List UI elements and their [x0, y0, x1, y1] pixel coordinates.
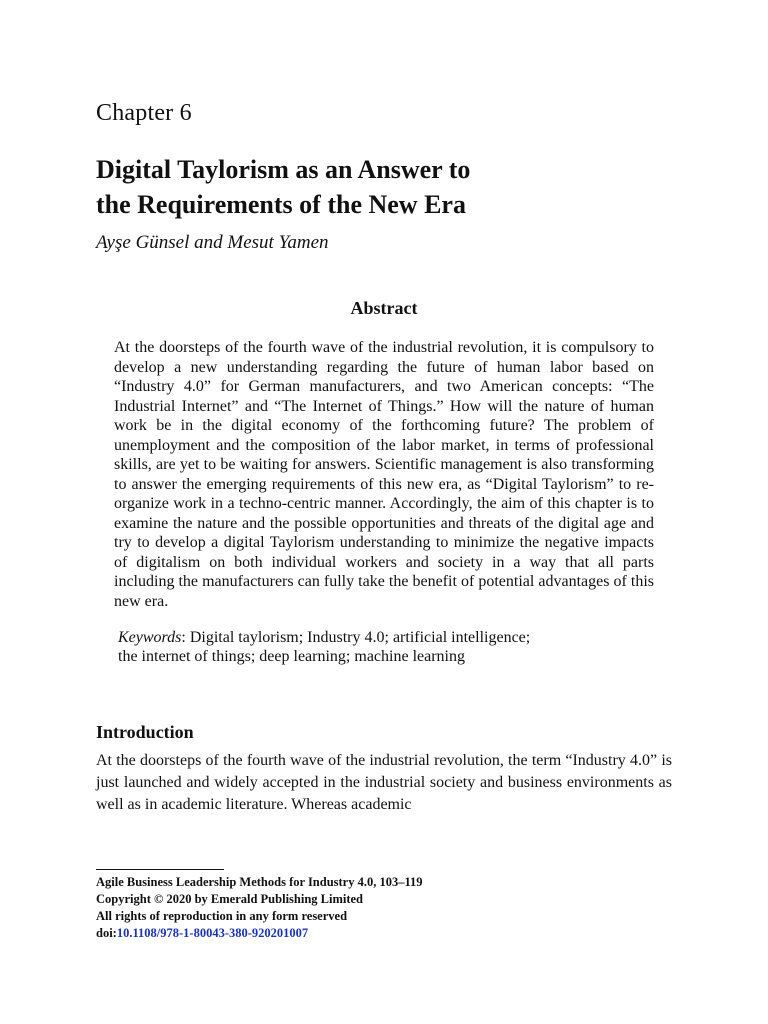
book-citation: Agile Business Leadership Methods for Industry 4.0, 103–119: [96, 875, 423, 889]
abstract-heading: Abstract: [350, 298, 418, 318]
keywords: Keywords: Digital taylorism; Industry 4.0; artificial intelligence; the internet of things; deep learning; machine learning: [118, 629, 531, 665]
keywords-line-2: the internet of things; deep learning; machine learning: [118, 648, 465, 665]
rights-line: All rights of reproduction in any form reserved: [96, 909, 348, 923]
chapter-label: Chapter 6: [96, 100, 192, 126]
doi-line: [96, 925, 596, 942]
abstract-body: At the doorsteps of the fourth wave of the industrial revolution, it is compulsory to develop a new understanding regarding the future of human labor based on “Industry 4.0” for German manufacturers, and two American concepts: “The Industrial Internet” and “The Internet of Things.” How will the nature of human work be in the digital economy of the forthcoming future? The problem of unemployment and the composition of the labor market, in terms of professional skills, are yet to be waiting for answers. Scientific management is also transforming to answer the emerging requirements of this new era, as “Digital Taylorism” to re-organize work in a techno-centric manner. Accordingly, the aim of this chapter is to examine the nature and the possible opportunities and threats of the digital age and try to develop a digital Taylorism understanding to minimize the negative impacts of digitalism on both individual workers and society in a way that all parts including the manufacturers can fully take the benefit of potential advantages of this new era.: [114, 339, 654, 610]
keywords-label: Keywords: [118, 629, 182, 646]
doi-label: doi:: [96, 926, 117, 940]
introduction-heading: Introduction: [96, 722, 194, 742]
publication-footer: [96, 874, 596, 942]
chapter-title: [96, 152, 656, 222]
chapter-title-line-2: the Requirements of the New Era: [96, 190, 466, 219]
authors: Ayşe Günsel and Mesut Yamen: [96, 232, 329, 253]
chapter-title-line-1: Digital Taylorism as an Answer to: [96, 155, 471, 184]
introduction-body: At the doorsteps of the fourth wave of the industrial revolution, the term “Industry 4.0” is just launched and widely accepted in the industrial society and business environments as well as in academic literature. Whereas academic: [96, 752, 672, 813]
footnote-divider: [96, 869, 224, 870]
copyright-line: Copyright © 2020 by Emerald Publishing Limited: [96, 892, 364, 906]
keywords-line-1: Digital taylorism; Industry 4.0; artificial intelligence;: [189, 629, 531, 646]
doi-link[interactable]: 10.1108/978-1-80043-380-920201007: [116, 926, 309, 940]
